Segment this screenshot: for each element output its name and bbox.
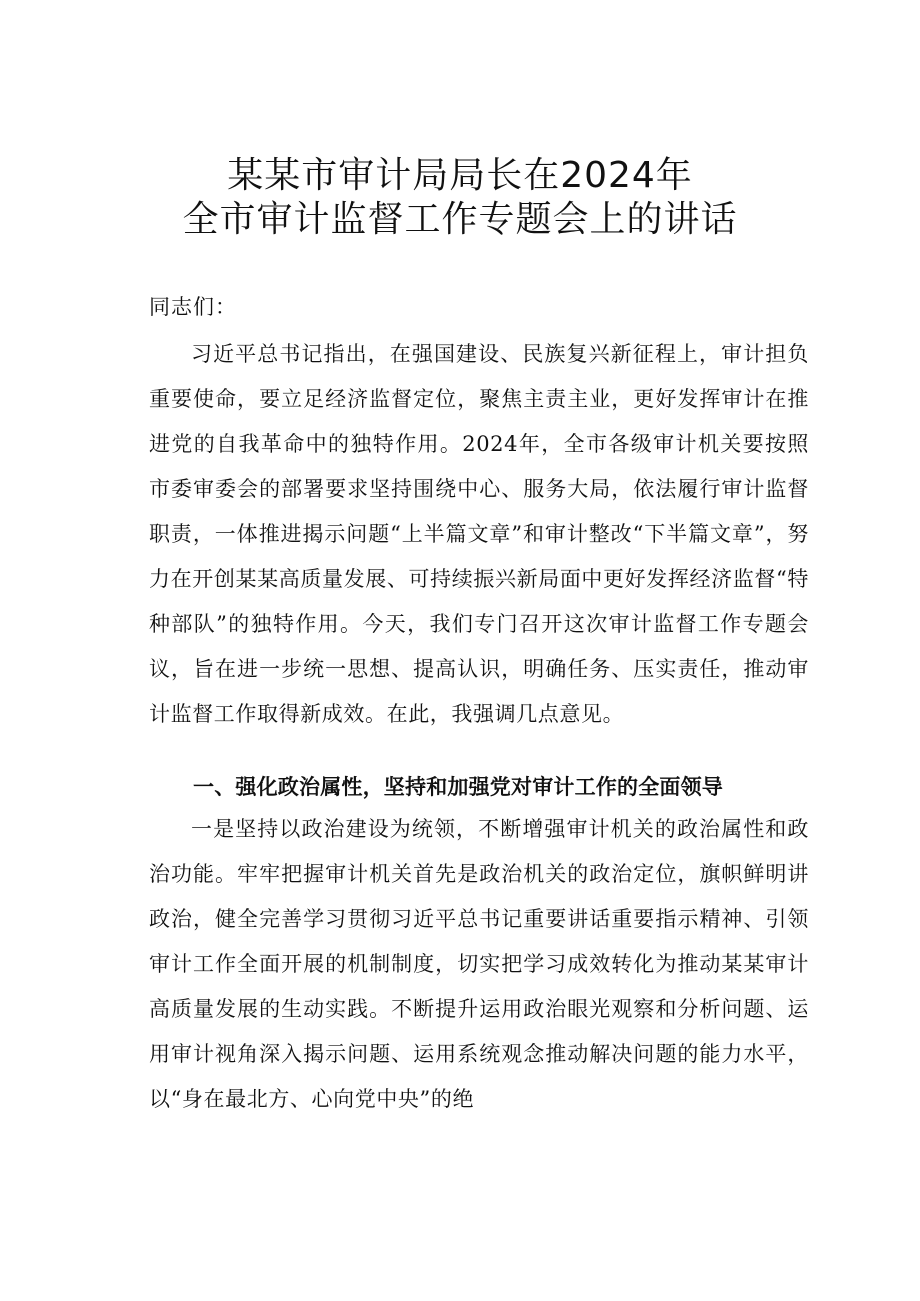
section-1-paragraph-block (149, 807, 809, 1122)
greeting: 同志们： (149, 295, 237, 319)
section-heading-1: 一、强化政治属性，坚持和加强党对审计工作的全面领导 (193, 775, 723, 799)
opening-paragraph: 习近平总书记指出，在强国建设、民族复兴新征程上，审计担负重要使命，要立足经济监督定位，聚焦主责主业，更好发挥审计在推进党的自我革命中的独特作用。2024年，全市各级审计机关要按照市委审委会的部署要求坚持围绕中心、服务大局，依法履行审计监督职责，一体推进揭示问题“上半篇文章”和审计整改“下半篇文章”，努力在开创某某高质量发展、可持续振兴新局面中更好发挥经济监督“特种部队”的独特作用。今天，我们专门召开这次审计监督工作专题会议，旨在进一步统一思想、提高认识，明确任务、压实责任，推动审计监督工作取得新成效。在此，我强调几点意见。 (149, 342, 809, 726)
section-1-paragraph: 一是坚持以政治建设为统领，不断增强审计机关的政治属性和政治功能。牢牢把握审计机关首先是政治机关的政治定位，旗帜鲜明讲政治，健全完善学习贯彻习近平总书记重要讲话重要指示精神、引领审计工作全面开展的机制制度，切实把学习成效转化为推动某某审计高质量发展的生动实践。不断提升运用政治眼光观察和分析问题、运用审计视角深入揭示问题、运用系统观念推动解决问题的能力水平，以“身在最北方、心向党中央”的绝 (149, 817, 809, 1111)
document-title-line-2: 全市审计监督工作专题会上的讲话 (182, 199, 738, 240)
opening-paragraph-block (149, 332, 809, 737)
document-title-line-1: 某某市审计局局长在2024年 (227, 155, 693, 196)
